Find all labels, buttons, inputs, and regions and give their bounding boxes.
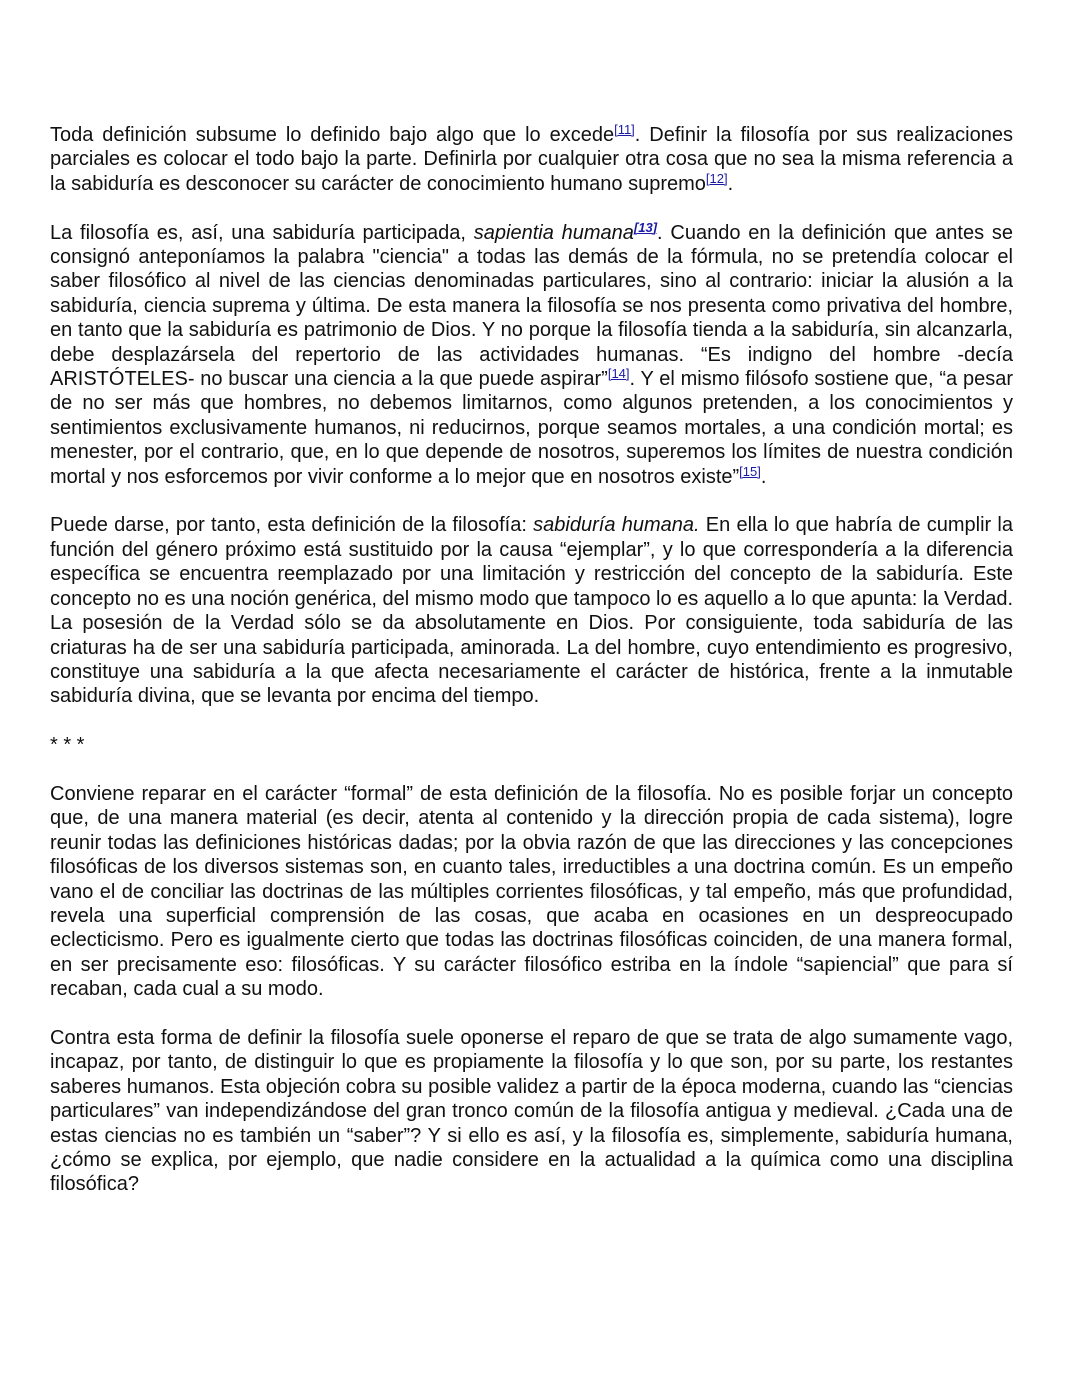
text: En ella lo que habría de cumplir la función del género próximo está sustituido por la causa “ejemplar”, y lo que correspondería a la diferencia específica se encuentra reemplazado por una limitación y restricción del concepto de la sabiduría. Este concepto no es una noción genérica, del mismo modo que tampoco lo es aquello a lo que apunta: la Verdad. La posesión de la Verdad sólo se da absolutamente en Dios. Por consiguiente, toda sabiduría de las criaturas ha de ser una sabiduría participada, aminorada. La del hombre, cuyo entendimiento es progresivo, constituye una sabiduría a la que afecta necesariamente el carácter de histórica, frente a la inmutable sabiduría divina, que se levanta por encima del tiempo.	[50, 514, 1013, 708]
footnote-link-12[interactable]: [12]	[705, 170, 728, 186]
text: Puede darse, por tanto, esta definición de la filosofía:	[50, 514, 534, 537]
document-body	[50, 123, 1013, 1221]
text: . Cuando en la definición que antes se consignó anteponíamos la palabra "ciencia" a todas las demás de la fórmula, no se pretendía colocar el saber filosófico al nivel de las ciencias denominadas particulares, sino al contrario: iniciar la alusión a la sabiduría, ciencia suprema y última. De esta manera la filosofía se nos presenta como privativa del hombre, en tanto que la sabiduría es patrimonio de Dios. Y no porque la filosofía tienda a la sabiduría, sin alcanzarla, debe desplazársela del repertorio de las actividades humanas. “Es indigno del hombre -decía ARISTÓTELES- no buscar una ciencia a la que puede aspirar”	[50, 221, 1014, 391]
footnote-link-15[interactable]: [15]	[739, 463, 761, 479]
footnote-link-11[interactable]: [11]	[614, 122, 635, 137]
footnote-link-13[interactable]: [13]	[633, 219, 658, 235]
text: Toda definición subsume lo definido bajo algo que lo excede	[50, 124, 615, 146]
text: .	[727, 172, 734, 195]
paragraph-5: Contra esta forma de definir la filosofía suele oponerse el reparo de que se trata de algo sumamente vago, incapaz, por tanto, de distinguir lo que es propiamente la filosofía y lo que son, por su parte, los restantes saberes humanos. Esta objeción cobra su posible validez a partir de la época moderna, cuando las “ciencias particulares” van independizándose del gran tronco común de la filosofía antigua y medieval. ¿Cada una de estas ciencias no es también un “saber”? Y si ello es así, y la filosofía es, simplemente, sabiduría humana, ¿cómo se explica, por ejemplo, que nadie considere en la actualidad a la química como una disciplina filosófica?	[50, 1026, 1013, 1196]
italic-term: sapientia humana	[473, 221, 634, 244]
paragraph-1	[50, 123, 1013, 196]
text: .	[760, 465, 767, 488]
text: . Y el mismo filósofo sostiene que, “a pesar de no ser más que hombres, no debemos limitarnos, como algunos pretenden, a los conocimientos y sentimientos exclusivamente humanos, ni reducirnos, porque seamos mortales, a una condición mortal; es menester, por el contrario, que, en lo que depende de nosotros, superemos los límites de nuestra condición mortal y nos esforcemos por vivir conforme a lo mejor que en nosotros existe”	[50, 368, 1013, 488]
italic-term: sabiduría humana.	[533, 514, 700, 537]
text: . Definir la filosofía por sus realizaciones parciales es colocar el todo bajo la parte. Definirla por cualquier otra cosa que no sea la misma referencia a la sabiduría es desconocer su carácter de conocimiento humano supremo	[50, 124, 1013, 195]
paragraph-2	[50, 221, 1013, 489]
paragraph-4: Conviene reparar en el carácter “formal” de esta definición de la filosofía. No es posible forjar un concepto que, de una manera material (es decir, atenta al contenido y la dirección propia de cada sistema), logre reunir todas las definiciones históricas dadas; por la obvia razón de que las direcciones y las concepciones filosóficas de los diversos sistemas son, en cuanto tales, irreductibles a una doctrina común. Es un empeño vano el de conciliar las doctrinas de las múltiples corrientes filosóficas, y tal empeño, más que profundidad, revela una superficial comprensión de las cosas, que acaba en ocasiones en un despreocupado eclecticismo. Pero es igualmente cierto que todas las doctrinas filosóficas coinciden, de una manera formal, en ser precisamente eso: filosóficas. Y su carácter filosófico estriba en la índole “sapiencial” que para sí recaban, cada cual a su modo.	[50, 782, 1013, 1001]
text: La filosofía es, así, una sabiduría participada,	[50, 221, 474, 244]
footnote-link-14[interactable]: [14]	[607, 366, 630, 382]
section-separator: * * *	[50, 734, 85, 757]
paragraph-3	[50, 513, 1013, 708]
